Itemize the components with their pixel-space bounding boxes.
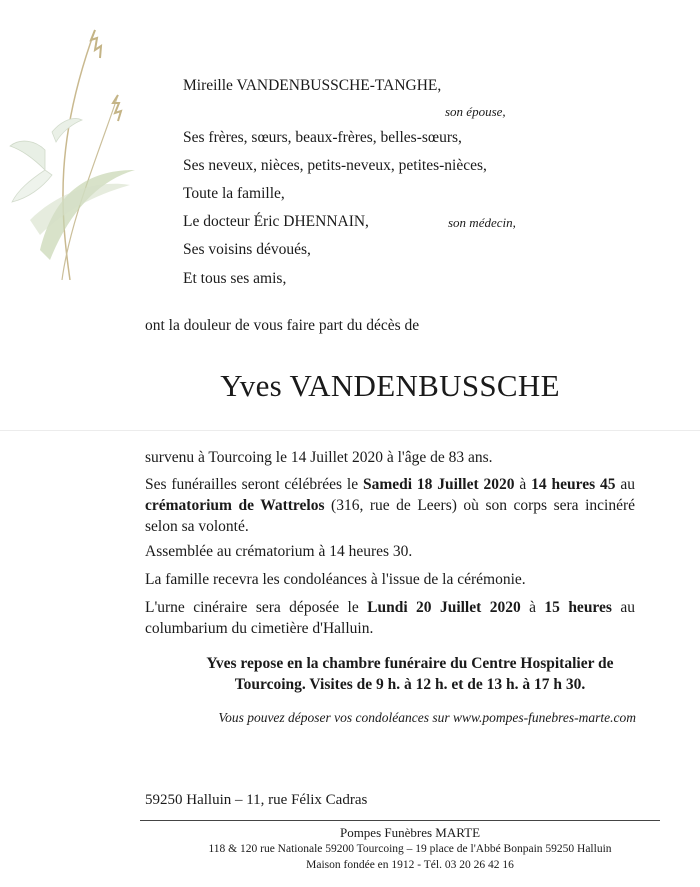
urn-time: 15 heures [544, 599, 612, 616]
family-line-5: Le docteur Éric DHENNAIN, [183, 213, 369, 230]
family-line-3: Ses neveux, nièces, petits-neveux, petites-nièces, [183, 157, 487, 174]
footer-divider [140, 820, 660, 821]
funeral-time: 14 heures 45 [531, 476, 616, 493]
funeral-home-contact: Maison fondée en 1912 - Tél. 03 20 26 42 16 [306, 859, 514, 871]
funeral-date: Samedi 18 Juillet 2020 [362, 476, 515, 493]
condolences-note: La famille recevra les condoléances à l'issue de la cérémonie. [145, 571, 526, 588]
rest-information: Yves repose en la chambre funéraire du Centre Hospitalier de Tourcoing. Visites de 9 h. à 12 h. et de 13 h. à 17 h 30. [206, 655, 614, 693]
announcement-intro: ont la douleur de vous faire part du décès de [145, 317, 420, 334]
assembly-details: Assemblée au crématorium à 14 heures 30. [145, 543, 413, 560]
deceased-name: Yves VANDENBUSSCHE [220, 368, 560, 403]
funeral-home-addresses: 118 & 120 rue Nationale 59200 Tourcoing – 19 place de l'Abbé Bonpain 59250 Halluin [208, 843, 612, 855]
urn-date: Lundi 20 Juillet 2020 [367, 599, 521, 616]
funeral-place: crématorium de Wattrelos [145, 497, 325, 514]
death-details: survenu à Tourcoing le 14 Juillet 2020 à l'âge de 83 ans. [145, 449, 493, 466]
family-line-6: Ses voisins dévoués, [183, 241, 311, 258]
funeral-home-footer [140, 825, 680, 873]
role-doctor: son médecin, [448, 215, 516, 230]
family-line-1: Mireille VANDENBUSSCHE-TANGHE, [183, 77, 442, 94]
online-condolences: Vous pouvez déposer vos condoléances sur www.pompes-funebres-marte.com [218, 710, 636, 725]
funeral-details: Ses funérailles seront célébrées le Samedi 18 Juillet 2020 à 14 heures 45 au crématorium de Wattrelos (316, rue de Leers) où son corps sera incinéré selon sa volonté. [145, 476, 636, 535]
paper-fold-line [0, 430, 700, 431]
lily-illustration [0, 20, 140, 280]
role-spouse: son épouse, [445, 104, 506, 119]
family-line-7: Et tous ses amis, [183, 270, 287, 287]
urn-details: L'urne cinéraire sera déposée le Lundi 20 Juillet 2020 à 15 heures au columbarium du cimetière d'Halluin. [145, 599, 635, 637]
family-address: 59250 Halluin – 11, rue Félix Cadras [145, 792, 368, 808]
funeral-home-name: Pompes Funèbres MARTE [339, 825, 481, 840]
family-line-2: Ses frères, sœurs, beaux-frères, belles-sœurs, [183, 129, 462, 146]
family-line-4: Toute la famille, [183, 185, 285, 202]
